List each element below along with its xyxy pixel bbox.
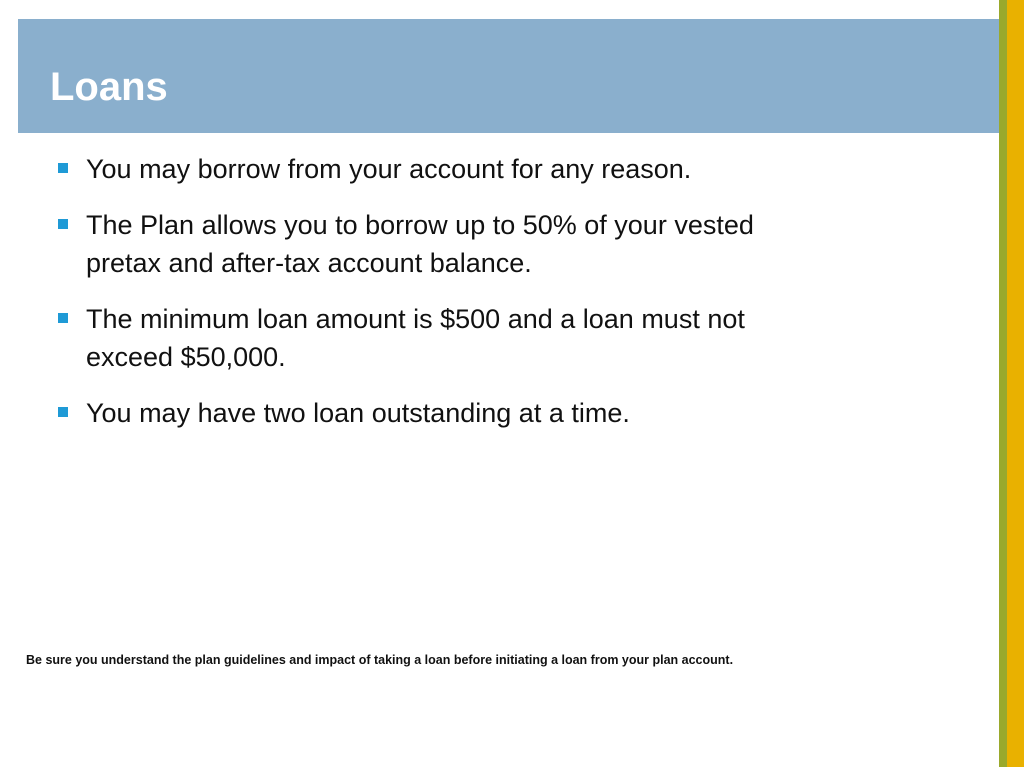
bullet-text: You may borrow from your account for any reason. [86,154,692,184]
square-bullet-icon [58,407,68,417]
slide-title: Loans [50,65,168,109]
bullet-item [56,300,836,376]
bullet-text: You may have two loan outstanding at a time. [86,398,630,428]
square-bullet-icon [58,163,68,173]
bullet-list [56,150,836,450]
square-bullet-icon [58,219,68,229]
bullet-item [56,394,836,432]
bullet-text: The minimum loan amount is $500 and a loan must not exceed $50,000. [86,304,745,372]
bullet-text: The Plan allows you to borrow up to 50% of your vested pretax and after-tax account balance. [86,210,754,278]
decorative-stripe-gold [1007,0,1024,767]
bullet-item [56,206,836,282]
footnote: Be sure you understand the plan guidelines and impact of taking a loan before initiating a loan from your plan account. [26,653,734,667]
decorative-stripe-green [999,0,1007,767]
square-bullet-icon [58,313,68,323]
bullet-item [56,150,836,188]
title-bar [18,19,999,133]
